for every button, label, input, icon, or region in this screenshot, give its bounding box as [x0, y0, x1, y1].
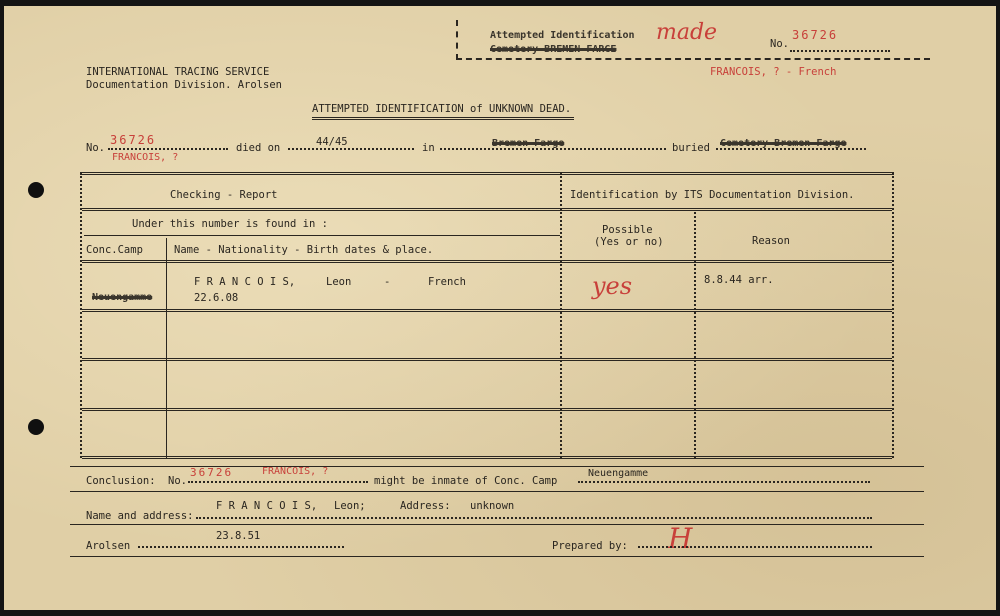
prepared-by-dots — [638, 546, 872, 548]
footer-place: Arolsen — [86, 540, 131, 552]
row1-first-name: Leon — [326, 276, 352, 288]
name-address-address-label: Address: — [400, 500, 451, 512]
punch-hole-bottom — [28, 419, 44, 435]
header-no-label: No. — [770, 38, 789, 50]
under-number-heading: Under this number is found in : — [132, 218, 328, 230]
conclusion-bottom-rule — [70, 491, 924, 492]
checking-report-heading: Checking - Report — [170, 189, 278, 201]
prepared-by-initial: H — [668, 522, 693, 555]
row1-reason: 8.8.44 arr. — [704, 274, 774, 286]
org-name: INTERNATIONAL TRACING SERVICE — [86, 66, 270, 78]
footer-date-dots — [138, 546, 344, 548]
row1-name: F R A N C O I S, — [194, 276, 296, 288]
header-cemetery-label: Cemetery BREMEN-FARGE — [490, 44, 617, 55]
table-divider-reason — [694, 212, 696, 458]
record-no-label: No. — [86, 142, 105, 154]
name-address-label: Name and address: — [86, 510, 194, 522]
conclusion-name: FRANCOIS, ? — [262, 466, 329, 477]
record-buried-dots — [716, 148, 866, 150]
conclusion-might-be: might be inmate of Conc. Camp — [374, 475, 558, 487]
name-address-dots — [196, 517, 872, 519]
table-left-border — [80, 172, 82, 458]
prepared-by-label: Prepared by: — [552, 540, 628, 552]
table-heading-divider — [82, 208, 892, 211]
col-possible-header: Possible — [602, 224, 653, 236]
under-number-divider — [84, 235, 560, 236]
header-no-value: 36726 — [792, 28, 839, 42]
conclusion-camp-dots — [578, 481, 870, 483]
conclusion-no-label: No. — [168, 475, 187, 487]
name-address-address-value: unknown — [470, 500, 515, 512]
row1-nationality: French — [428, 276, 466, 288]
header-attempted-label: Attempted Identification — [490, 30, 635, 41]
table-bottom-border — [82, 456, 892, 459]
table-header-bottom — [82, 260, 892, 263]
row1-dash: - — [384, 276, 391, 288]
header-name-note: FRANCOIS, ? - French — [710, 66, 837, 78]
footer-date: 23.8.51 — [216, 530, 261, 542]
document-card — [4, 6, 996, 610]
table-row-divider-3 — [82, 408, 892, 411]
table-row-divider-1 — [82, 309, 892, 312]
page-title: ATTEMPTED IDENTIFICATION of UNKNOWN DEAD. — [312, 103, 572, 115]
record-no-dots — [108, 148, 228, 150]
record-in-dots — [440, 148, 666, 150]
row1-camp: Neuengamme — [92, 292, 153, 303]
footer-bottom-rule — [70, 556, 924, 557]
record-died-dots — [288, 148, 414, 150]
identification-heading: Identification by ITS Documentation Division. — [570, 189, 855, 201]
conclusion-no-value: 36726 — [190, 466, 234, 479]
header-made-handwriting: made — [656, 20, 718, 45]
col-reason-header: Reason — [752, 235, 790, 247]
record-no-value: 36726 — [110, 133, 157, 147]
punch-hole-top — [28, 182, 44, 198]
col-name-header: Name - Nationality - Birth dates & place. — [174, 244, 434, 256]
record-died-value: 44/45 — [316, 136, 348, 148]
col-camp-header: Conc.Camp — [86, 244, 143, 256]
conclusion-label: Conclusion: — [86, 475, 156, 487]
row1-birth: 22.6.08 — [194, 292, 239, 304]
conclusion-camp: Neuengamme — [588, 468, 649, 479]
record-died-label: died on — [236, 142, 281, 154]
table-right-border — [892, 172, 894, 458]
header-no-dots — [790, 50, 890, 52]
record-in-value: Bremen-Farge — [492, 138, 565, 149]
name-address-name: F R A N C O I S, — [216, 500, 318, 512]
conclusion-no-dots — [188, 481, 368, 483]
table-divider-camp — [166, 238, 167, 458]
record-in-label: in — [422, 142, 435, 154]
record-buried-value: Cemetery Bremen-Farge — [720, 138, 847, 149]
org-division: Documentation Division. Arolsen — [86, 79, 282, 91]
table-top-border — [80, 172, 894, 175]
record-buried-label: buried — [672, 142, 710, 154]
title-underline — [312, 117, 574, 120]
col-possible-sub-header: (Yes or no) — [594, 236, 664, 248]
name-address-bottom-rule — [70, 524, 924, 525]
record-name-under: FRANCOIS, ? — [112, 152, 179, 163]
table-divider-identification — [560, 172, 562, 458]
row1-possible: yes — [592, 272, 633, 300]
table-row-divider-2 — [82, 358, 892, 361]
name-address-first-name: Leon; — [334, 500, 366, 512]
